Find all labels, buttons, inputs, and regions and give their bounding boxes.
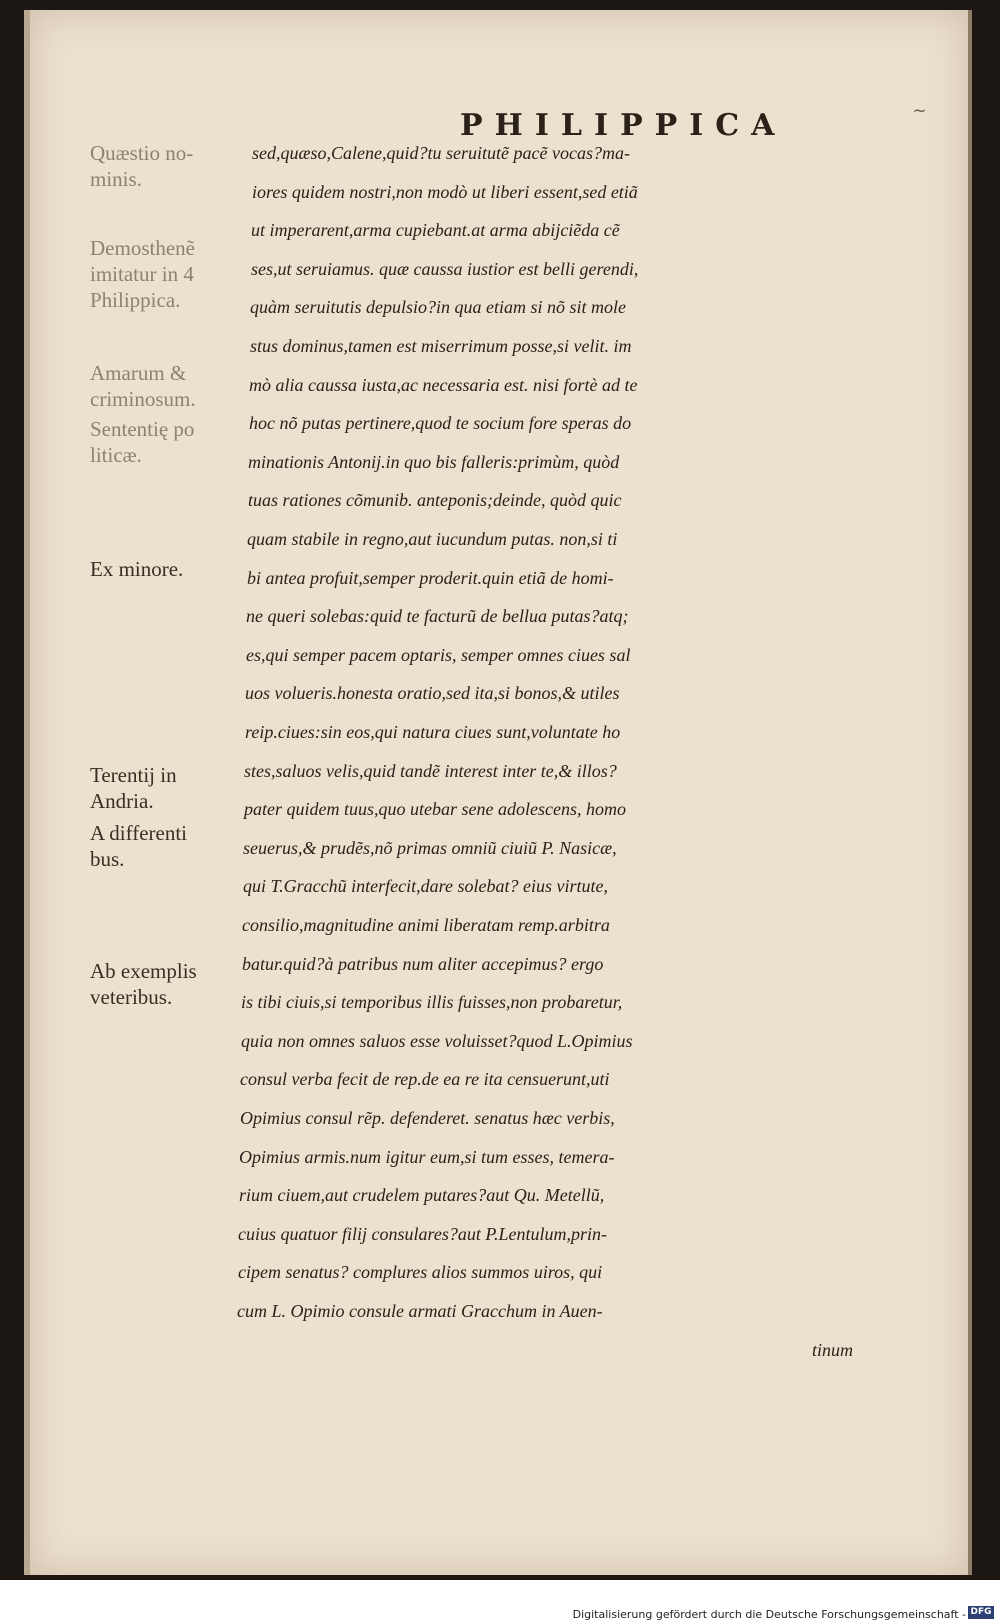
text-line: seuerus,& prudẽs,nõ primas omniũ ciuiũ P. Nasicæ,: [243, 838, 617, 858]
text-line: stes,saluos velis,quid tandẽ interest inter te,& illos?: [244, 761, 617, 781]
margin-note: Demosthenẽ imitatur in 4 Philippica.: [90, 236, 195, 312]
text-line: batur.quid?à patribus num aliter accepimus? ergo: [242, 954, 604, 974]
text-line: ut imperarent,arma cupiebant.at arma abijciẽda cẽ: [251, 220, 620, 240]
text-line: consilio,magnitudine animi liberatam remp.arbitra: [242, 915, 610, 935]
text-line: iores quidem nostri,non modò ut liberi essent,sed etiã: [252, 182, 638, 202]
margin-note: A differenti bus.: [90, 821, 188, 871]
text-line: es,qui semper pacem optaris, semper omnes ciues sal: [246, 645, 631, 665]
margin-note: Ex minore.: [90, 557, 184, 581]
margin-note: Amarum & criminosum.: [90, 361, 196, 411]
text-line: stus dominus,tamen est miserrimum posse,si velit. im: [250, 336, 632, 356]
text-line: ne queri solebas:quid te facturũ de bellua putas?atq;: [246, 606, 629, 626]
text-line: hoc nõ putas pertinere,quod te socium fore speras do: [249, 413, 632, 433]
corner-mark: ~: [912, 100, 928, 121]
text-line: cum L. Opimio consule armati Gracchum in Auen-: [237, 1301, 603, 1321]
text-line: quia non omnes saluos esse voluisset?quod L.Opimius: [241, 1031, 633, 1051]
text-line: reip.ciues:sin eos,qui natura ciues sunt,voluntate ho: [245, 722, 621, 742]
footer-credit: Digitalisierung gefördert durch die Deutsche Forschungsgemeinschaft -: [572, 1608, 966, 1621]
text-line: qui T.Gracchũ interfecit,dare solebat? eius virtute,: [243, 876, 608, 896]
dfg-logo: DFG: [968, 1606, 994, 1619]
text-line: cuius quatuor filij consulares?aut P.Lentulum,prin-: [238, 1224, 608, 1244]
text-line: quam stabile in regno,aut iucundum putas. non,si ti: [247, 529, 618, 549]
margin-note: Ab exemplis veteribus.: [90, 959, 197, 1009]
text-line: uos volueris.honesta oratio,sed ita,si bonos,& utiles: [245, 683, 620, 703]
text-line: rium ciuem,aut crudelem putares?aut Qu. Metellũ,: [239, 1185, 605, 1205]
text-line: pater quidem tuus,quo utebar sene adolescens, homo: [244, 799, 626, 819]
text-line: cipem senatus? complures alios summos uiros, qui: [238, 1262, 603, 1282]
margin-note: Sententię po liticæ.: [90, 417, 195, 467]
text-line: minationis Antonij.in quo bis falleris:primùm, quòd: [248, 452, 620, 472]
running-head: PHILIPPICA: [460, 108, 787, 143]
text-line: tinum: [812, 1340, 854, 1360]
text-line: is tibi ciuis,si temporibus illis fuisses,non probaretur,: [241, 992, 623, 1012]
text-line: bi antea profuit,semper proderit.quin etiã de homi-: [247, 568, 614, 588]
text-line: Opimius consul rẽp. defenderet. senatus hæc verbis,: [240, 1108, 615, 1128]
margin-note: Quæstio no- minis.: [90, 141, 194, 191]
text-line: sed,quæso,Calene,quid?tu seruitutẽ pacẽ vocas?ma-: [252, 143, 630, 163]
text-line: consul verba fecit de rep.de ea re ita censuerunt,uti: [240, 1069, 610, 1089]
text-line: quàm seruitutis depulsio?in qua etiam si nõ sit mole: [250, 297, 626, 317]
text-line: Opimius armis.num igitur eum,si tum esses, temera-: [239, 1147, 615, 1167]
text-line: mò alia caussa iusta,ac necessaria est. nisi fortè ad te: [249, 375, 638, 395]
text-line: tuas rationes cõmunib. anteponis;deinde, quòd quic: [248, 490, 622, 510]
margin-note: Terentij in Andria.: [90, 763, 177, 813]
text-line: ses,ut seruiamus. quæ caussa iustior est belli gerendi,: [251, 259, 639, 279]
